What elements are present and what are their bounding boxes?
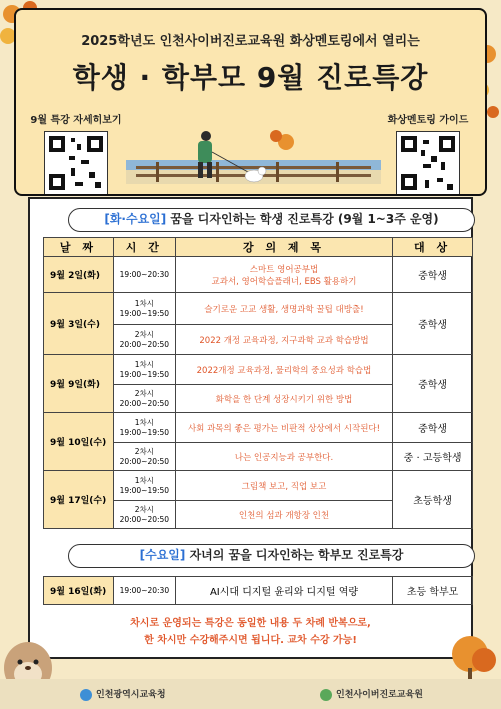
schedule-panel [28, 197, 473, 659]
row-target: 초등 학부모 [393, 577, 473, 605]
qr-guide-box[interactable] [372, 113, 484, 196]
walking-dog-illustration [126, 122, 381, 196]
table-row [44, 577, 473, 605]
table-header-row [44, 238, 473, 257]
col-date-header: 날 짜 [44, 238, 114, 257]
parent-section-title-text: 자녀의 꿈을 디자인하는 학부모 진로특강 [185, 548, 404, 562]
qr-code-icon[interactable] [44, 131, 108, 195]
header-subtitle: 2025학년도 인천사이버진로교육원 화상멘토링에서 열리는 [81, 34, 420, 49]
right-logo-text: 인천사이버진로교육원 [336, 690, 423, 700]
col-target-header: 대 상 [393, 238, 473, 257]
notice-line-2: 한 차시만 수강해주시면 됩니다. 교차 수강 가능! [144, 635, 357, 646]
qr-guide-label: 화상멘토링 가이드 [387, 115, 469, 126]
parent-section-days: [수요일] [139, 548, 186, 562]
row-time: 1차시 19:00~19:50 [113, 355, 175, 385]
qr-detail-label: 9월 특강 자세히보기 [30, 115, 122, 126]
row-time: 19:00~20:30 [113, 257, 175, 293]
incheon-education-office-logo [80, 687, 166, 701]
career-center-emblem-icon [320, 689, 332, 701]
table-row [44, 413, 473, 443]
row-date: 9월 2일(화) [44, 257, 114, 293]
row-topic: 나는 인공지능과 공부한다. [175, 443, 392, 471]
row-topic: AI시대 디지털 윤리와 디지털 역량 [175, 577, 392, 605]
student-schedule-table [43, 237, 473, 529]
row-topic: 사회 과목의 좋은 평가는 비판적 상상에서 시작된다! [175, 413, 392, 443]
student-section-title-text: 꿈을 디자인하는 학생 진로특강 (9월 1~3주 운영) [166, 212, 439, 226]
table-row [44, 257, 473, 293]
row-date: 9월 3일(수) [44, 293, 114, 355]
row-topic: 인천의 섬과 개항장 인천 [175, 501, 392, 529]
row-time: 2차시 20:00~20:50 [113, 325, 175, 355]
table-row [44, 293, 473, 325]
notice-text [0, 615, 501, 649]
student-section-title [68, 208, 475, 232]
header-panel [14, 8, 487, 196]
row-topic: 그림책 보고, 직업 보고 [175, 471, 392, 501]
row-date: 9월 16일(화) [44, 577, 114, 605]
row-time: 19:00~20:30 [113, 577, 175, 605]
row-target: 중학생 [393, 293, 473, 355]
row-time: 2차시 20:00~20:50 [113, 443, 175, 471]
parent-schedule-table [43, 576, 473, 605]
qr-code-icon[interactable] [396, 131, 460, 195]
qr-detail-box[interactable] [20, 113, 132, 196]
row-target: 중 · 고등학생 [393, 443, 473, 471]
cyber-career-center-logo [320, 687, 423, 701]
row-target: 초등학생 [393, 471, 473, 529]
row-target: 중학생 [393, 355, 473, 413]
table-row [44, 471, 473, 501]
education-office-emblem-icon [80, 689, 92, 701]
row-topic: 슬기로운 고교 생활, 생명과학 꿀팁 대방출! [175, 293, 392, 325]
row-date: 9월 17일(수) [44, 471, 114, 529]
page-title: 학생 · 학부모 9월 진로특강 [72, 61, 429, 94]
row-target: 중학생 [393, 413, 473, 443]
row-time: 1차시 19:00~19:50 [113, 471, 175, 501]
col-title-header: 강 의 제 목 [175, 238, 392, 257]
row-time: 2차시 20:00~20:50 [113, 501, 175, 529]
row-time: 1차시 19:00~19:50 [113, 413, 175, 443]
table-row [44, 355, 473, 385]
parent-section-title [68, 544, 475, 568]
notice-line-1: 차시로 운영되는 특강은 동일한 내용 두 차례 반복으로, [130, 618, 371, 629]
row-date: 9월 10일(수) [44, 413, 114, 471]
student-section-days: [화·수요일] [104, 212, 167, 226]
col-time-header: 시 간 [113, 238, 175, 257]
row-target: 중학생 [393, 257, 473, 293]
footer [0, 679, 501, 709]
row-time: 1차시 19:00~19:50 [113, 293, 175, 325]
row-topic: 2022개정 교육과정, 물리학의 중요성과 학습법 [175, 355, 392, 385]
row-topic: 화학을 한 단계 성장시키기 위한 방법 [175, 385, 392, 413]
row-date: 9월 9일(화) [44, 355, 114, 413]
row-topic: 스마트 영어공부법 교과서, 영어학습플래너, EBS 활용하기 [175, 257, 392, 293]
row-topic: 2022 개정 교육과정, 지구과학 교과 학습방법 [175, 325, 392, 355]
row-time: 2차시 20:00~20:50 [113, 385, 175, 413]
left-logo-text: 인천광역시교육청 [96, 690, 166, 700]
